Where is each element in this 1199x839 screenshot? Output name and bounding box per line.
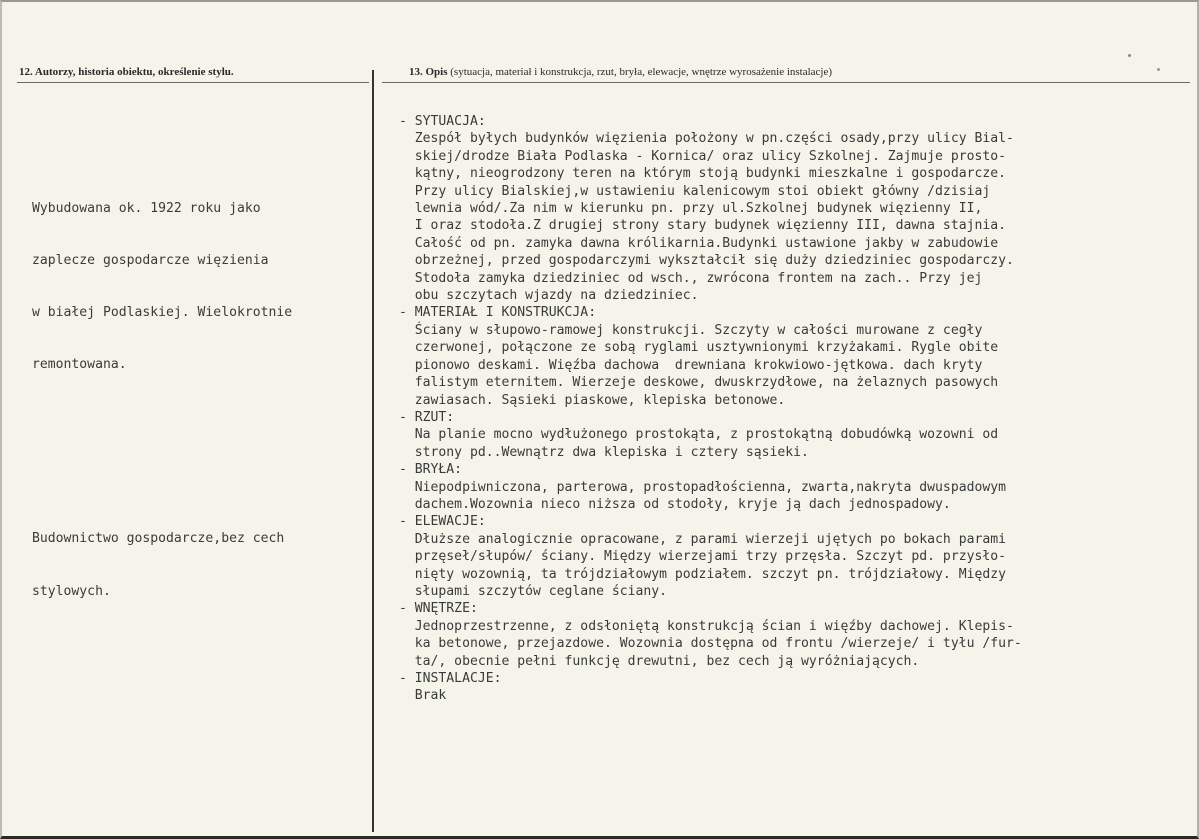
section-line: słupami szczytów ceglane ściany. xyxy=(399,583,668,599)
section-interior xyxy=(399,600,1022,670)
history-text xyxy=(32,130,292,670)
section-line: Przy ulicy Bialskiej,w ustawieniu kalenicowym stoi obiekt główny /dzisiaj xyxy=(399,183,991,199)
section-line: lewnia wód/.Za nim w kierunku pn. przy ul.Szkolnej budynek więzienny II, xyxy=(399,201,983,217)
section-line: przęseł/słupów/ ściany. Między wierzejami trzy przęsła. Szczyt pd. przysło- xyxy=(399,549,1006,565)
field-13-number: 13. Opis xyxy=(409,66,448,78)
section-line: czerwonej, połączone ze sobą ryglami usztywnionymi krzyżakami. Rygle obite xyxy=(399,340,999,356)
section-installations xyxy=(399,670,1022,705)
text-line: Budownictwo gospodarcze,bez cech xyxy=(32,531,285,547)
section-title: - WNĘTRZE: xyxy=(399,601,478,617)
paper-speck xyxy=(1128,54,1131,57)
section-line: pionowo deskami. Więźba dachowa drewniana krokwiowo-jętkowa. dach kryty xyxy=(399,357,983,373)
section-title: - RZUT: xyxy=(399,409,455,425)
section-line: Niepodpiwniczona, parterowa, prostopadłościenna, zwarta,nakryta dwuspadowym xyxy=(399,479,1006,495)
section-line: skiej/drodze Biała Podlaska - Kornica/ oraz ulicy Szkolnej. Zajmuje prosto- xyxy=(399,148,1006,164)
section-line: Zespół byłych budynków więzienia położony w pn.części osady,przy ulicy Bial- xyxy=(399,131,1014,147)
text-line: stylowych. xyxy=(32,583,111,599)
section-title: - INSTALACJE: xyxy=(399,671,502,686)
section-line: strony pd..Wewnątrz dwa klepiska i cztery sąsieki. xyxy=(399,444,809,460)
section-situation xyxy=(399,113,1022,304)
text-line: zaplecze gospodarcze więzienia xyxy=(32,252,269,268)
field-13-label xyxy=(409,66,832,78)
style-paragraph xyxy=(32,496,292,635)
header-rule-right xyxy=(382,82,1190,83)
header-rule-left xyxy=(17,82,369,83)
section-line: Stodoła zamyka dziedziniec od wsch., zwrócona frontem na zach.. Przy jej xyxy=(399,270,983,286)
section-line: falistym eternitem. Wierzeje deskowe, dwuskrzydłowe, na żelaznych pasowych xyxy=(399,375,999,391)
section-line: Dłuższe analogicznie opracowane, z parami wierzeji ujętych po bokach parami xyxy=(399,531,1006,547)
text-line: Wybudowana ok. 1922 roku jako xyxy=(32,200,261,216)
section-title: - BRYŁA: xyxy=(399,462,463,478)
section-line: I oraz stodoła.Z drugiej strony stary budynek więzienny III, dawna stajnia. xyxy=(399,218,1006,234)
section-line: kątny, nieogrodzony teren na którym stoją budynki mieszkalne i gospodarcze. xyxy=(399,166,1006,182)
section-title: - ELEWACJE: xyxy=(399,514,486,530)
section-line: ta/, obecnie pełni funkcję drewutni, bez cech ją wyróżniających. xyxy=(399,653,920,669)
text-line: w białej Podlaskiej. Wielokrotnie xyxy=(32,305,293,321)
text-line: remontowana. xyxy=(32,357,127,373)
section-line: dachem.Wozownia nieco niższa od stodoły, kryje ją dach jednospadowy. xyxy=(399,496,951,512)
section-line: obu szczytach wjazdy na dziedziniec. xyxy=(399,288,699,304)
section-line: Na planie mocno wydłużonego prostokąta, z prostokątną dobudówką wozowni od xyxy=(399,427,999,443)
section-line: zawiasach. Sąsieki piaskowe, klepiska betonowe. xyxy=(399,392,786,408)
section-line: Całość od pn. zamyka dawna królikarnia.Budynki ustawione jakby w zabudowie xyxy=(399,235,999,251)
history-paragraph xyxy=(32,165,292,409)
section-massing xyxy=(399,461,1022,513)
section-plan xyxy=(399,409,1022,461)
description-text xyxy=(399,113,1022,705)
column-divider xyxy=(372,70,374,832)
section-line: obrzeżnej, przed gospodarczymi wykształcił się duży dziedziniec gospodarczy. xyxy=(399,253,1014,269)
paragraph-gap xyxy=(32,443,292,460)
paper-speck xyxy=(1157,68,1160,71)
section-line: ka betonowe, przejazdowe. Wozownia dostępna od frontu /wierzeje/ i tyłu /fur- xyxy=(399,636,1022,652)
section-line: Jednoprzestrzenne, z odsłoniętą konstrukcją ścian i więźby dachowej. Klepis- xyxy=(399,618,1014,634)
section-title: - SYTUACJA: xyxy=(399,114,486,129)
section-line: Brak xyxy=(399,688,447,704)
section-elevations xyxy=(399,513,1022,600)
section-material-construction xyxy=(399,304,1022,408)
field-13-detail: (sytuacja, materiał i konstrukcja, rzut, bryła, elewacje, wnętrze wyrosażenie instalacje) xyxy=(450,66,833,78)
section-line: Ściany w słupowo-ramowej konstrukcji. Szczyty w całości murowane z cegły xyxy=(399,322,983,338)
section-line: nięty wozownią, ta trójdziałowym podziałem. szczyt pn. trójdziałowy. Między xyxy=(399,566,1006,582)
section-title: - MATERIAŁ I KONSTRUKCJA: xyxy=(399,305,597,321)
field-12-label: 12. Autorzy, historia obiektu, określenie stylu. xyxy=(19,66,234,78)
